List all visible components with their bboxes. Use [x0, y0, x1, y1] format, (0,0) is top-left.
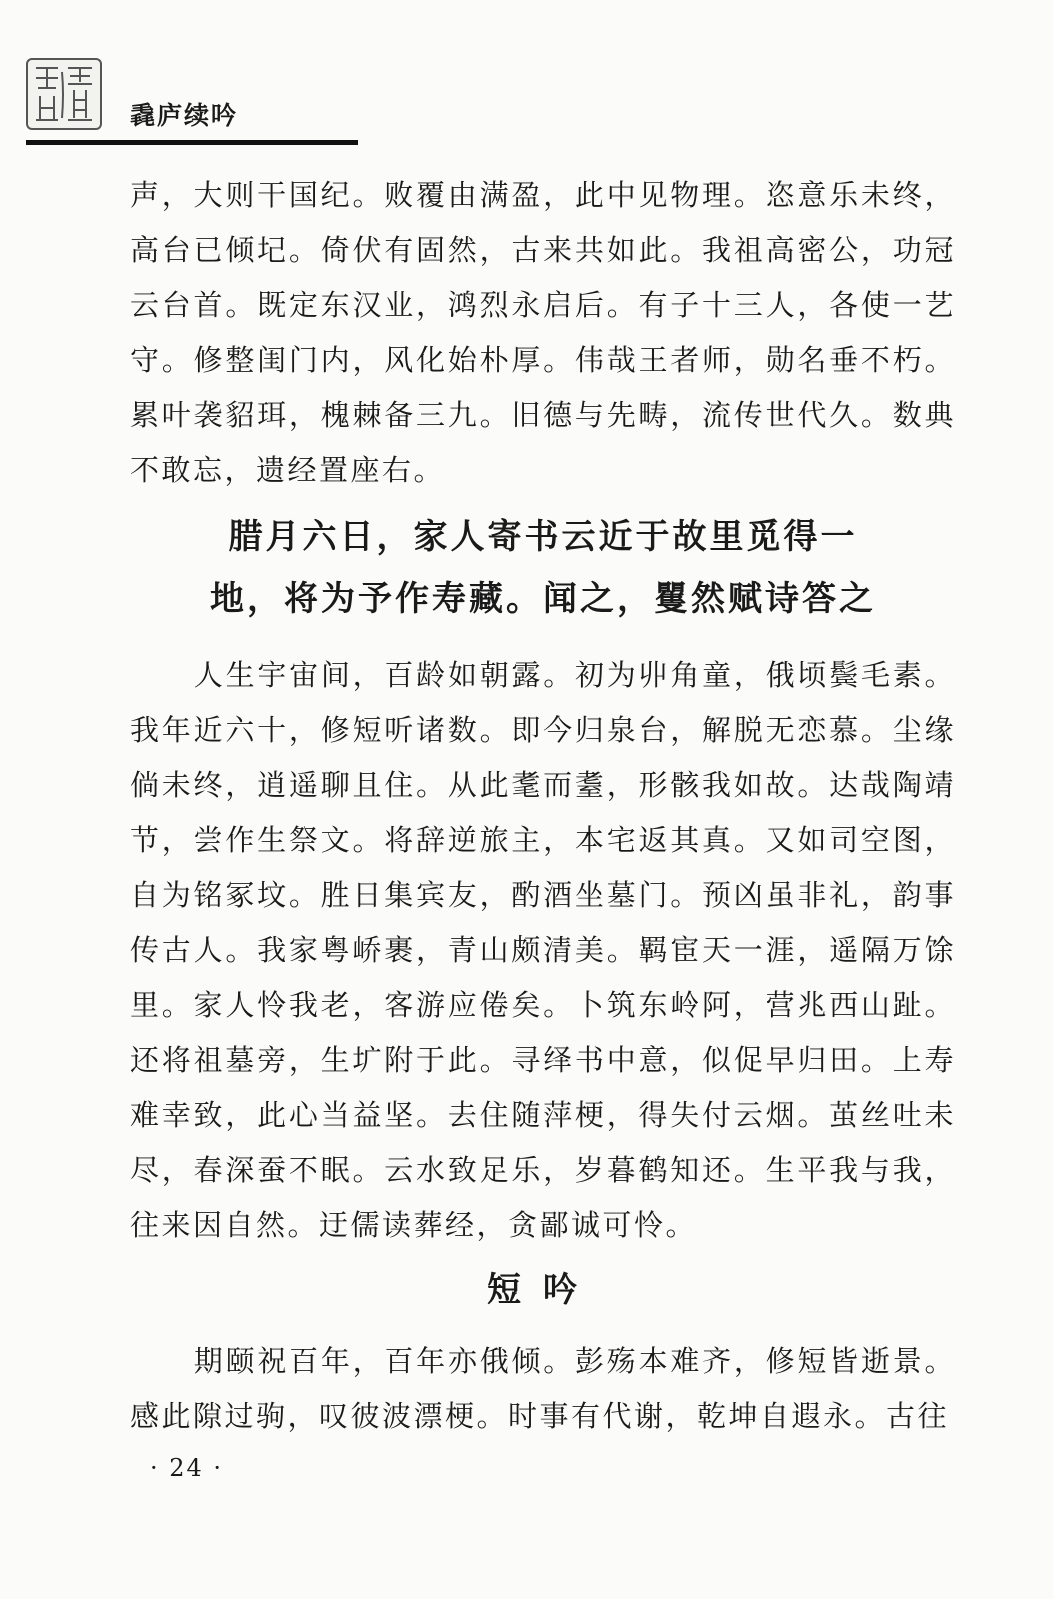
poem2-text: 期颐祝百年，百年亦俄倾。彭殇本难齐，修短皆逝景。感此隙过驹，叹彼波漂梗。时事有代谢，乾坤自遐永。古往 — [130, 1344, 956, 1433]
continuation-block — [130, 168, 956, 498]
poem1-title — [130, 506, 956, 630]
continuation-text: 声，大则干国纪。败覆由满盈，此中见物理。恣意乐未终，高台已倾圮。倚伏有固然，古来共如此。我祖高密公，功冠云台首。既定东汉业，鸿烈永启后。有子十三人，各使一艺守。修整闺门内，风化始朴厚。伟哉王者师，勋名垂不朽。累叶袭貂珥，槐棘备三九。旧德与先畴，流传世代久。数典不敢忘，遗经置座右。 — [130, 178, 956, 487]
poem2-block — [130, 1334, 956, 1444]
poem1-title-line2: 地，将为予作寿藏。闻之，矍然赋诗答之 — [210, 579, 876, 619]
book-title: 毳庐续吟 — [130, 101, 239, 130]
header-rule — [26, 140, 358, 145]
poem2-title: 短吟 — [487, 1270, 599, 1310]
page-number: · 24 · — [150, 1454, 224, 1482]
poem1-text: 人生宇宙间，百龄如朝露。初为丱角童，俄顷鬓毛素。我年近六十，修短听诸数。即今归泉台，解脱无恋慕。尘缘倘未终，逍遥聊且住。从此耄而耋，形骸我如故。达哉陶靖节，尝作生祭文。将辞逆旅主，本宅返其真。又如司空图，自为铭冢坟。胜日集宾友，酌酒坐墓门。预凶虽非礼，韵事传古人。我家粤峤裹，青山颇清美。羁宦天一涯，遥隔万馀里。家人怜我老，客游应倦矣。卜筑东岭阿，营兆西山趾。还将祖墓旁，生圹附于此。寻绎书中意，似促早归田。上寿难幸致，此心当益坚。去住随萍梗，得失付云烟。茧丝吐未尽，春深蚕不眠。云水致足乐，岁暮鹤知还。生平我与我，往来因自然。迂儒读葬经，贪鄙诚可怜。 — [130, 658, 956, 1242]
poem1-block — [130, 648, 956, 1253]
poem1-title-line1: 腊月六日，家人寄书云近于故里觅得一 — [228, 517, 858, 557]
seal-stamp-glyph-icon — [28, 60, 100, 128]
seal-stamp — [26, 58, 102, 130]
